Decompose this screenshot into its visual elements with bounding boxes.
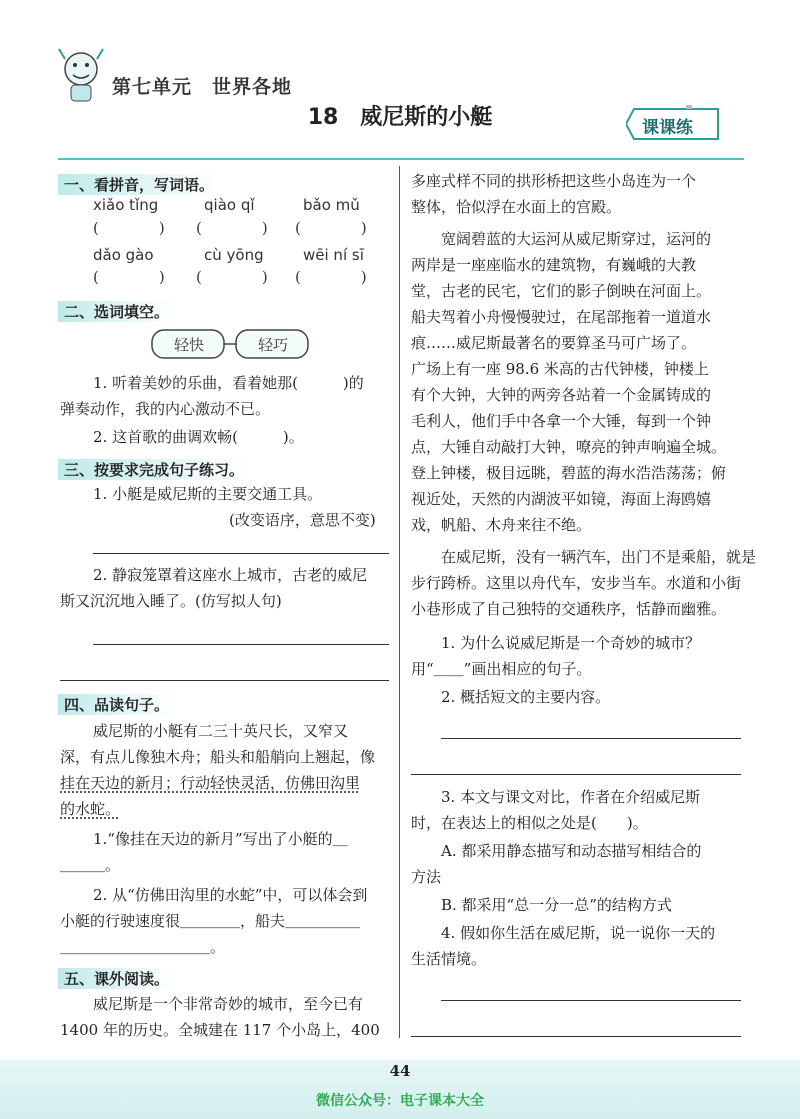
passage-line: 戏，帆船、木舟来往不绝。 [411, 516, 592, 534]
passage-line: 视近处，天然的内湖波平如镜，海面上海鸥嬉 [411, 490, 712, 508]
question-1: 1. 为什么说威尼斯是一个奇妙的城市？ [441, 634, 701, 652]
s3-line: 1. 小艇是威尼斯的主要交通工具。 [93, 485, 323, 503]
passage-line: 毛利人，他们手中各拿一个大锤，每到一个钟 [411, 412, 712, 430]
option-a[interactable]: 方法 [411, 868, 442, 886]
passage-line: 有个大钟，大钟的两旁各站着一个金属铸成的 [411, 386, 712, 404]
question-2: 2. 概括短文的主要内容。 [441, 688, 611, 706]
answer-line[interactable] [60, 680, 389, 681]
s2-line: 2. 这首歌的曲调欢畅( )。 [93, 428, 304, 446]
pinyin-1: xiǎo tǐng [93, 196, 159, 214]
header-rule [58, 158, 744, 160]
s4-question: ＿＿＿。 [60, 856, 121, 874]
answer-blank[interactable]: ( ) [93, 268, 165, 286]
pinyin-4: dǎo gào [93, 246, 154, 264]
passage-line: 整体，恰似浮在水面上的宫殿。 [411, 198, 622, 216]
passage-line: 宽阔碧蓝的大运河从威尼斯穿过，运河的 [441, 230, 712, 248]
s3-line: (改变语序，意思不变) [229, 511, 376, 529]
section3-heading: 三、按要求完成句子练习。 [58, 459, 250, 480]
option-b[interactable]: B. 都采用“总一分一总”的结构方式 [441, 896, 672, 914]
s5-line: 1400 年的历史。全城建在 117 个小岛上，400 [60, 1021, 380, 1039]
watermark-text: 微信公众号：电子课本大全 [316, 1093, 484, 1109]
passage-line: 登上钟楼，极目远眺，碧蓝的海水浩浩荡荡；俯 [411, 464, 727, 482]
pinyin-6: wēi ní sī [303, 246, 364, 264]
passage-line: 步行跨桥。这里以舟代车，安步当车。水道和小街 [411, 574, 742, 592]
word-choice-2: 轻巧 [258, 336, 289, 354]
answer-line[interactable] [441, 738, 741, 739]
s2-line: 1. 听着美妙的乐曲，看着她那( )的 [93, 374, 364, 392]
question-1: 用“＿＿”画出相应的句子。 [411, 660, 592, 678]
question-3: 3. 本文与课文对比，作者在介绍威尼斯 [441, 788, 701, 806]
unit-title: 第七单元 世界各地 [112, 76, 293, 98]
passage-line: 两岸是一座座临水的建筑物，有巍峨的大教 [411, 256, 697, 274]
s4-question: ＿＿＿＿＿＿＿＿＿＿。 [60, 938, 226, 956]
answer-line[interactable] [93, 553, 389, 554]
passage-line: 在威尼斯，没有一辆汽车，出门不是乘船，就是 [441, 548, 757, 566]
mascot-illustration [55, 45, 107, 107]
s2-line: 弹奏动作，我的内心激动不已。 [60, 400, 271, 418]
passage-line: 小巷形成了自己独特的交通秩序，恬静而幽雅。 [411, 600, 727, 618]
passage-line: 多座式样不同的拱形桥把这些小岛连为一个 [411, 172, 697, 190]
section1-heading: 一、看拼音，写词语。 [58, 174, 220, 195]
passage-line: 船夫驾着小舟慢慢驶过，在尾部拖着一道道水 [411, 308, 712, 326]
s4-line: 的水蛇。 [60, 800, 121, 818]
passage-line: 堂，古老的民宅，它们的影子倒映在河面上。 [411, 282, 712, 300]
s4-question: 1.“像挂在天边的新月”写出了小艇的＿ [93, 830, 348, 848]
option-a[interactable]: A. 都采用静态描写和动态描写相结合的 [441, 842, 702, 860]
s4-question: 小艇的行驶速度很＿＿＿＿，船夫＿＿＿＿＿ [60, 912, 361, 930]
tag-label: 课课练 [642, 118, 693, 138]
passage-line: 广场上有一座 98.6 米高的古代钟楼，钟楼上 [411, 360, 709, 378]
pinyin-3: bǎo mǔ [303, 196, 360, 214]
question-3: 时，在表达上的相似之处是( )。 [411, 814, 648, 832]
s4-line: 威尼斯的小艇有二三十英尺长，又窄又 [93, 722, 349, 740]
s5-line: 威尼斯是一个非常奇妙的城市，至今已有 [93, 995, 364, 1013]
passage-line: 痕……威尼斯最著名的要算圣马可广场了。 [411, 334, 697, 352]
answer-blank[interactable]: ( ) [295, 219, 367, 237]
answer-line[interactable] [411, 1036, 741, 1037]
page-number: 44 [389, 1062, 411, 1080]
question-4: 生活情境。 [411, 950, 487, 968]
answer-line[interactable] [411, 774, 741, 775]
passage-line: 点，大锤自动敲打大钟，嘹亮的钟声响遍全城。 [411, 438, 727, 456]
pinyin-5: cù yōng [204, 246, 264, 264]
question-4: 4. 假如你生活在威尼斯，说一说你一天的 [441, 924, 716, 942]
lesson-title: 18 威尼斯的小艇 [307, 105, 493, 130]
pinyin-2: qiào qǐ [204, 196, 255, 214]
answer-blank[interactable]: ( ) [196, 268, 268, 286]
section2-heading: 二、选词填空。 [58, 301, 175, 322]
s3-line: 斯又沉沉地入睡了。(仿写拟人句) [60, 592, 282, 610]
section4-heading: 四、品读句子。 [58, 694, 175, 715]
word-choice-1: 轻快 [174, 336, 205, 354]
answer-line[interactable] [441, 1000, 741, 1001]
s3-line: 2. 静寂笼罩着这座水上城市，古老的威尼 [93, 566, 368, 584]
answer-blank[interactable]: ( ) [93, 219, 165, 237]
answer-blank[interactable]: ( ) [295, 268, 367, 286]
answer-line[interactable] [93, 644, 389, 645]
answer-blank[interactable]: ( ) [196, 219, 268, 237]
section5-heading: 五、课外阅读。 [58, 968, 175, 989]
s4-question: 2. 从“仿佛田沟里的水蛇”中，可以体会到 [93, 886, 368, 904]
s4-line: 深，有点儿像独木舟；船头和船艄向上翘起，像 [60, 748, 376, 766]
s4-line: 挂在天边的新月；行动轻快灵活，仿佛田沟里 [60, 774, 361, 792]
column-divider [399, 166, 400, 1038]
